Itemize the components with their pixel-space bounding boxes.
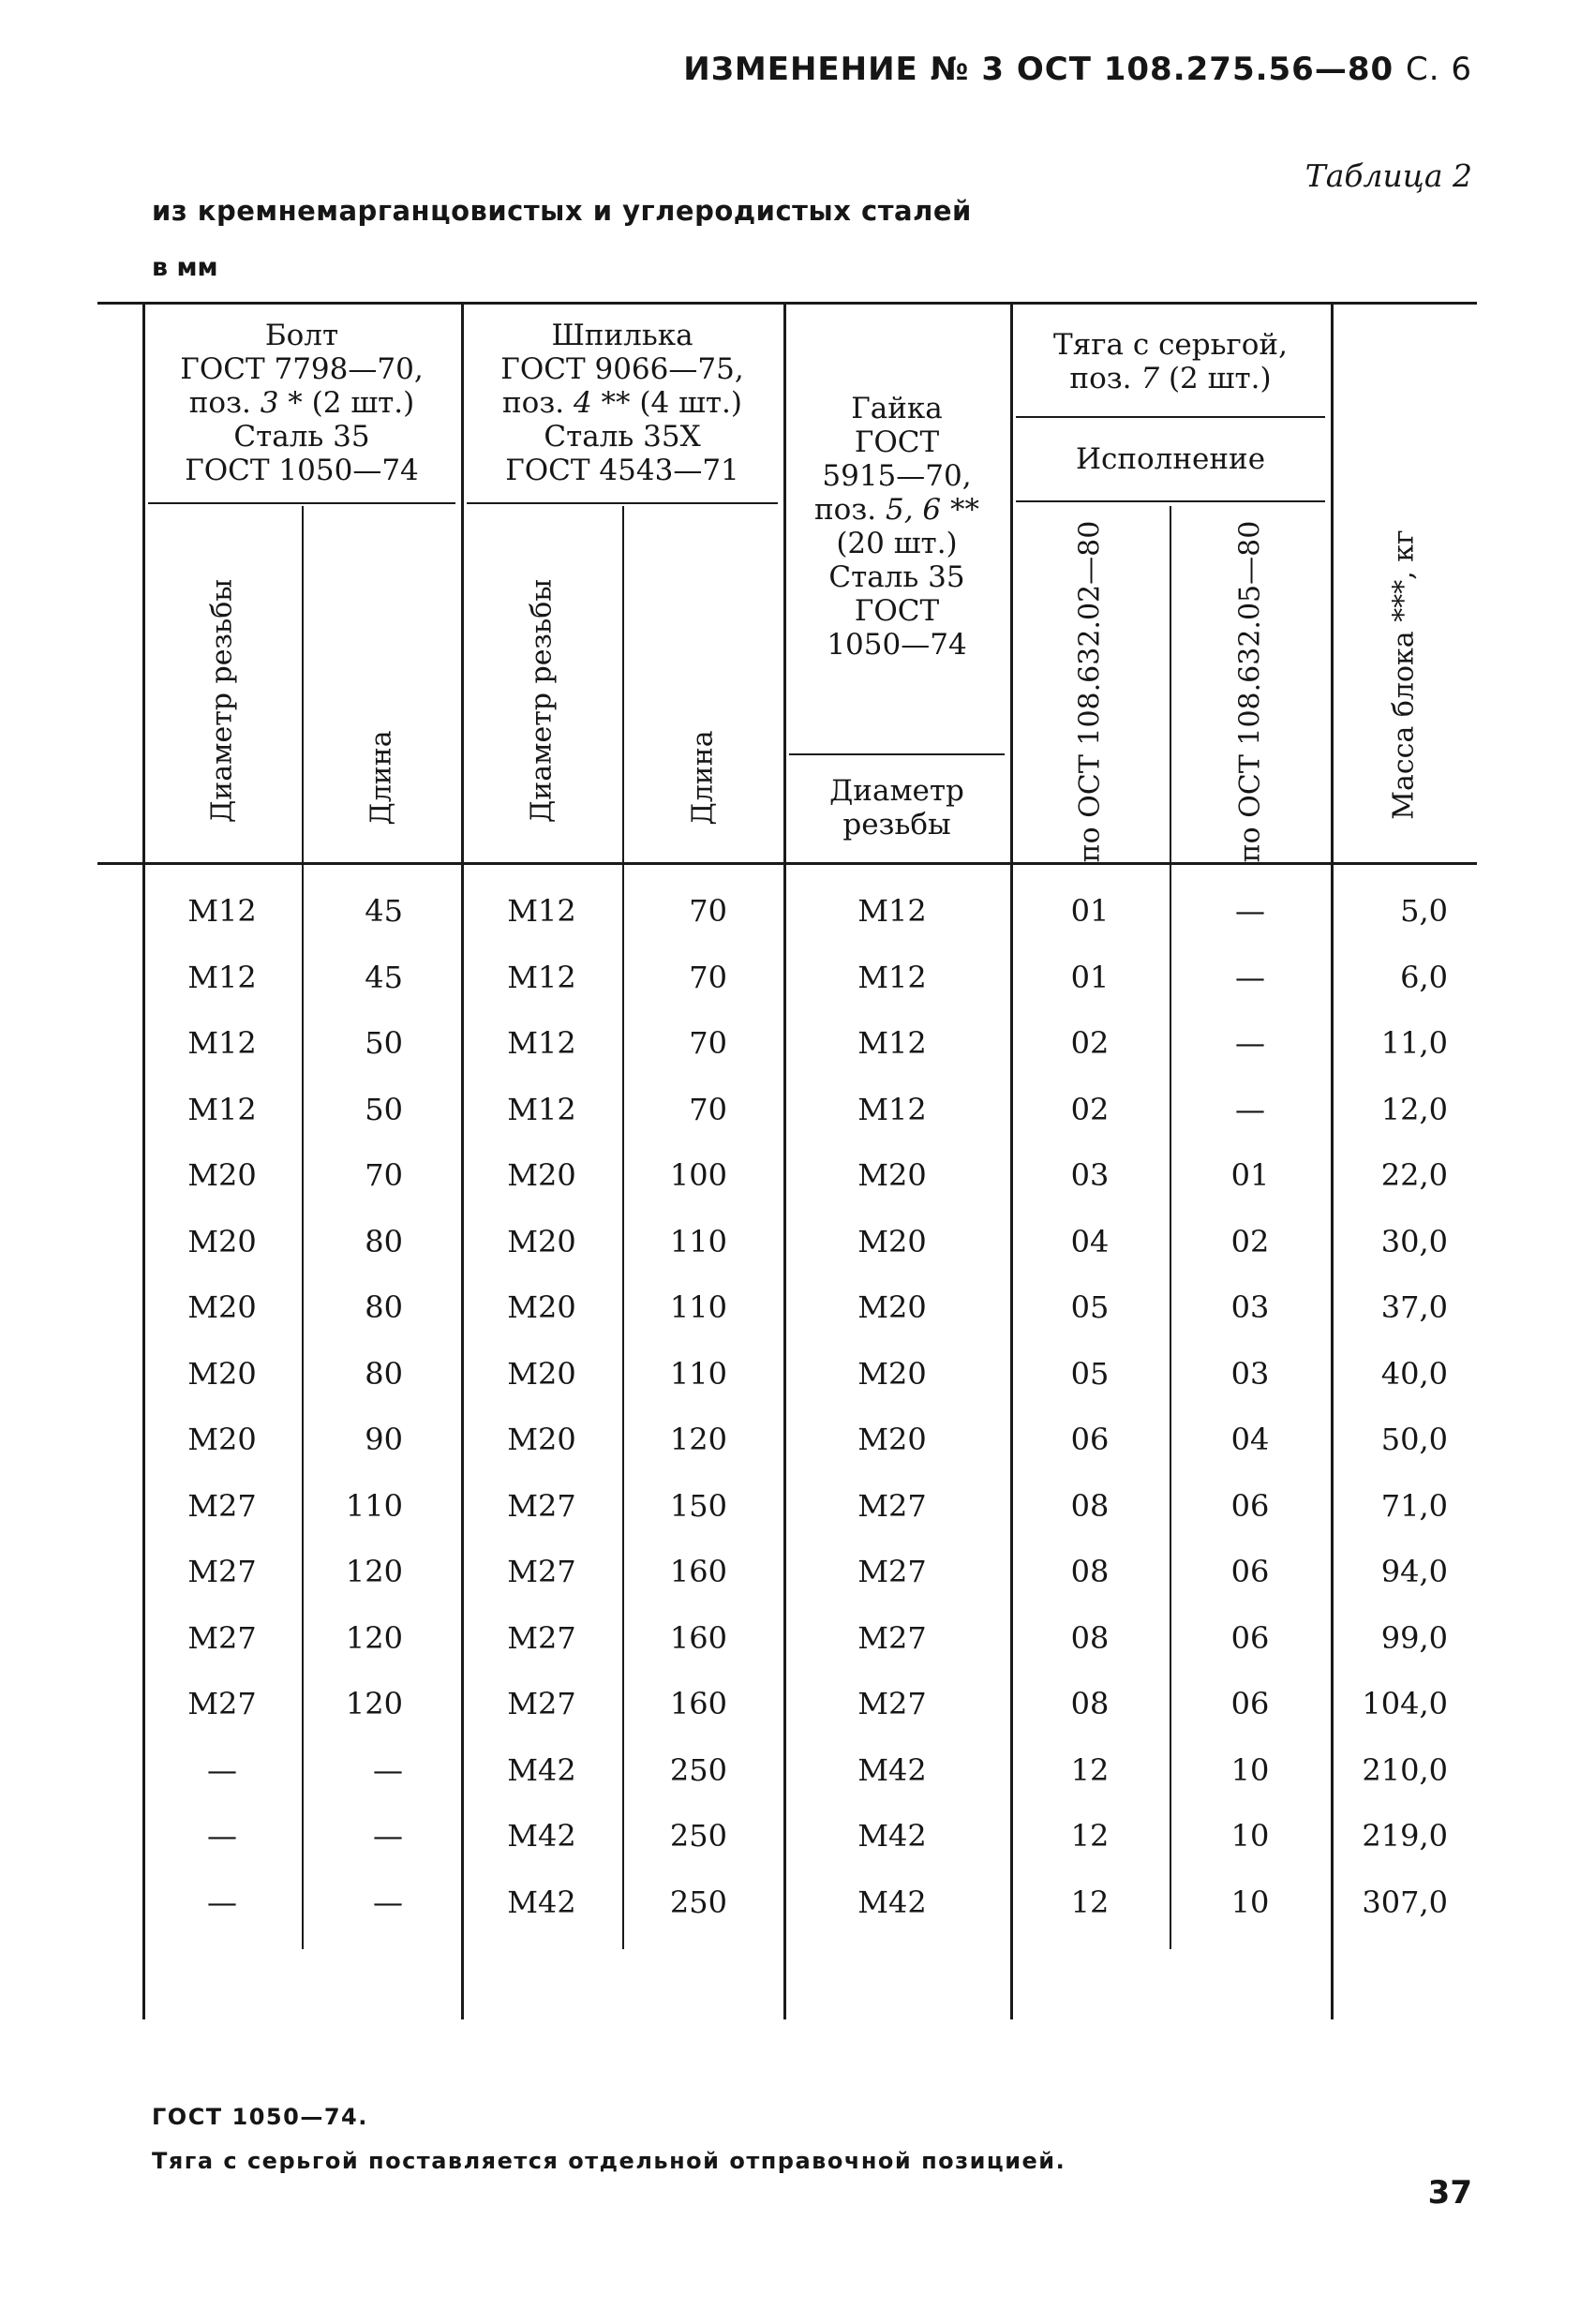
cell-nut-diameter: М20 [857, 1289, 927, 1325]
cell-bolt-diameter: М12 [187, 1092, 257, 1127]
cell-stud-length: 70 [689, 893, 727, 929]
cell-nut-diameter: М20 [857, 1422, 927, 1457]
bolt-pos-prefix: поз. [188, 386, 261, 420]
cell-rod-ost-05: — [1235, 893, 1265, 929]
cell-rod-ost-02: 06 [1070, 1422, 1110, 1457]
cell-bolt-diameter: — [207, 1752, 237, 1788]
cell-bolt-length: 80 [365, 1356, 403, 1392]
cell-bolt-diameter: М20 [187, 1356, 257, 1392]
table-header-rule [97, 862, 1477, 865]
bolt-header-line: Сталь 35 [233, 420, 370, 454]
cell-stud-diameter: М42 [507, 1885, 576, 1920]
cell-nut-diameter: М42 [857, 1752, 927, 1788]
cell-bolt-length: 90 [365, 1422, 403, 1457]
cell-mass: 12,0 [1380, 1092, 1448, 1127]
cell-bolt-length: 45 [365, 893, 403, 929]
cell-stud-diameter: М12 [507, 893, 576, 929]
cell-nut-diameter: М27 [857, 1686, 927, 1721]
nut-header-line: Гайка [851, 392, 943, 425]
cell-mass: 40,0 [1380, 1356, 1448, 1392]
cell-stud-diameter: М20 [507, 1356, 576, 1392]
cell-bolt-diameter: М12 [187, 893, 257, 929]
nut-pos-suffix: ** [941, 493, 979, 527]
cell-rod-ost-05: — [1235, 960, 1265, 995]
cell-nut-diameter: М12 [857, 1025, 927, 1061]
cell-stud-length: 110 [669, 1356, 727, 1392]
header-title: ИЗМЕНЕНИЕ № 3 ОСТ 108.275.56—80 [683, 51, 1394, 88]
cell-nut-diameter: М42 [857, 1818, 927, 1854]
cell-bolt-length: 50 [365, 1092, 403, 1127]
cell-rod-ost-05: 04 [1230, 1422, 1270, 1457]
cell-rod-ost-05: 10 [1230, 1752, 1270, 1788]
cell-rod-ost-05: 03 [1230, 1289, 1270, 1325]
table-vline [783, 305, 786, 2019]
table-vline [142, 305, 145, 2019]
col-header-mass: Масса блока ***, кг [1387, 529, 1421, 820]
cell-rod-ost-02: 05 [1070, 1356, 1110, 1392]
table-vline [1331, 305, 1334, 2019]
col-header-rod-ost-05: по ОСТ 108.632.05—80 [1233, 520, 1267, 863]
cell-stud-diameter: М27 [507, 1686, 576, 1721]
cell-rod-ost-05: 01 [1230, 1157, 1270, 1193]
cell-mass: 11,0 [1380, 1025, 1448, 1061]
cell-mass: 99,0 [1380, 1620, 1448, 1656]
col-header-rod-ost-02: по ОСТ 108.632.02—80 [1073, 520, 1107, 863]
stud-pos-number: 4 [573, 386, 592, 420]
bolt-header-line: Болт [264, 319, 339, 352]
bolt-header-line [148, 386, 455, 420]
col-header-stud-length: Длина [686, 730, 720, 826]
cell-stud-diameter: М42 [507, 1752, 576, 1788]
rod-pos-number: 7 [1140, 362, 1160, 395]
cell-stud-length: 160 [669, 1554, 727, 1589]
cell-bolt-diameter: М27 [187, 1554, 257, 1589]
cell-rod-ost-05: 06 [1230, 1620, 1270, 1656]
rod-pos-prefix: поз. [1069, 362, 1141, 395]
cell-rod-ost-02: 01 [1070, 893, 1110, 929]
cell-stud-diameter: М27 [507, 1488, 576, 1524]
cell-stud-length: 250 [669, 1885, 727, 1920]
cell-nut-diameter: М12 [857, 893, 927, 929]
nut-header-line: 1050—74 [827, 628, 967, 662]
stud-subheader-rule [467, 502, 778, 504]
cell-stud-length: 110 [669, 1224, 727, 1259]
cell-stud-diameter: М12 [507, 960, 576, 995]
cell-nut-diameter: М12 [857, 1092, 927, 1127]
cell-stud-length: 250 [669, 1818, 727, 1854]
rod-execution-rule [1016, 500, 1325, 502]
cell-rod-ost-02: 08 [1070, 1620, 1110, 1656]
nut-header-line: Сталь 35 [828, 560, 965, 594]
cell-bolt-diameter: М20 [187, 1289, 257, 1325]
cell-mass: 104,0 [1362, 1686, 1448, 1721]
footnote: Тяга с серьгой поставляется отдельной отправочной позицией. [152, 2148, 1066, 2174]
cell-mass: 6,0 [1400, 960, 1448, 995]
cell-stud-length: 70 [689, 1025, 727, 1061]
nut-subheader-rule [789, 753, 1005, 755]
nut-header-line: 5915—70, [822, 459, 972, 493]
cell-mass: 307,0 [1362, 1885, 1448, 1920]
rod-group-header [1016, 328, 1325, 395]
nut-header-line [789, 493, 1005, 527]
cell-mass: 94,0 [1380, 1554, 1448, 1589]
cell-bolt-length: 50 [365, 1025, 403, 1061]
header-page-ref: С. 6 [1406, 51, 1472, 88]
cell-rod-ost-05: — [1235, 1025, 1265, 1061]
table-units: в мм [152, 253, 218, 282]
cell-bolt-length: 80 [365, 1289, 403, 1325]
cell-bolt-diameter: М20 [187, 1157, 257, 1193]
stud-header-line [467, 386, 778, 420]
cell-rod-ost-02: 01 [1070, 960, 1110, 995]
cell-stud-diameter: М20 [507, 1422, 576, 1457]
cell-bolt-length: 45 [365, 960, 403, 995]
col-header-bolt-length: Длина [365, 730, 398, 826]
cell-stud-length: 160 [669, 1686, 727, 1721]
cell-bolt-diameter: М27 [187, 1686, 257, 1721]
cell-bolt-diameter: М27 [187, 1620, 257, 1656]
cell-bolt-length: 120 [345, 1554, 403, 1589]
cell-bolt-length: 110 [345, 1488, 403, 1524]
cell-stud-length: 100 [669, 1157, 727, 1193]
rod-subheader-rule [1016, 416, 1325, 418]
nut-diameter-line: резьбы [842, 808, 951, 842]
bolt-subheader-rule [148, 502, 455, 504]
cell-rod-ost-02: 04 [1070, 1224, 1110, 1259]
cell-rod-ost-02: 02 [1070, 1025, 1110, 1061]
bolt-group-header [148, 319, 455, 487]
cell-stud-diameter: М12 [507, 1092, 576, 1127]
table-top-rule [97, 302, 1477, 305]
cell-rod-ost-05: 10 [1230, 1818, 1270, 1854]
cell-rod-ost-02: 08 [1070, 1488, 1110, 1524]
cell-rod-ost-05: — [1235, 1092, 1265, 1127]
stud-group-header [467, 319, 778, 487]
cell-mass: 71,0 [1380, 1488, 1448, 1524]
cell-rod-ost-02: 05 [1070, 1289, 1110, 1325]
cell-rod-ost-02: 08 [1070, 1686, 1110, 1721]
cell-stud-length: 150 [669, 1488, 727, 1524]
cell-bolt-diameter: М20 [187, 1422, 257, 1457]
cell-stud-diameter: М12 [507, 1025, 576, 1061]
cell-bolt-length: 80 [365, 1224, 403, 1259]
cell-bolt-length: — [373, 1818, 403, 1854]
cell-mass: 50,0 [1380, 1422, 1448, 1457]
cell-mass: 37,0 [1380, 1289, 1448, 1325]
table-vline [1010, 305, 1013, 2019]
cell-stud-diameter: М20 [507, 1289, 576, 1325]
nut-diameter-header [789, 774, 1005, 842]
cell-bolt-length: 70 [365, 1157, 403, 1193]
cell-stud-length: 70 [689, 960, 727, 995]
cell-nut-diameter: М42 [857, 1885, 927, 1920]
cell-rod-ost-02: 02 [1070, 1092, 1110, 1127]
cell-rod-ost-05: 06 [1230, 1554, 1270, 1589]
cell-stud-length: 120 [669, 1422, 727, 1457]
col-header-bolt-diameter: Диаметр резьбы [205, 578, 239, 824]
table-vline [622, 506, 624, 1949]
cell-bolt-diameter: М12 [187, 960, 257, 995]
cell-bolt-length: 120 [345, 1686, 403, 1721]
cell-mass: 22,0 [1380, 1157, 1448, 1193]
cell-rod-ost-05: 06 [1230, 1488, 1270, 1524]
nut-diameter-line: Диаметр [829, 774, 964, 808]
cell-nut-diameter: М20 [857, 1224, 927, 1259]
cell-nut-diameter: М12 [857, 960, 927, 995]
nut-group-header [789, 392, 1005, 662]
cell-mass: 219,0 [1362, 1818, 1448, 1854]
page-number: 37 [1427, 2174, 1472, 2212]
cell-rod-ost-02: 12 [1070, 1818, 1110, 1854]
stud-header-line: Сталь 35Х [544, 420, 701, 454]
cell-bolt-diameter: М27 [187, 1488, 257, 1524]
table-vline [461, 305, 464, 2019]
cell-nut-diameter: М27 [857, 1554, 927, 1589]
table-vline [1170, 506, 1171, 1949]
rod-pos-suffix: (2 шт.) [1159, 362, 1272, 395]
stud-pos-suffix: ** (4 шт.) [591, 386, 742, 420]
cell-bolt-diameter: М12 [187, 1025, 257, 1061]
cell-rod-ost-02: 12 [1070, 1885, 1110, 1920]
cell-stud-diameter: М27 [507, 1554, 576, 1589]
cell-mass: 210,0 [1362, 1752, 1448, 1788]
bolt-header-line: ГОСТ 1050—74 [185, 454, 419, 487]
cell-rod-ost-02: 08 [1070, 1554, 1110, 1589]
table-subtitle: из кремнемарганцовистых и углеродистых сталей [152, 195, 972, 227]
cell-bolt-diameter: — [207, 1818, 237, 1854]
cell-rod-ost-02: 03 [1070, 1157, 1110, 1193]
rod-execution-header: Исполнение [1075, 442, 1266, 476]
nut-pos-number: 5, 6 [885, 493, 942, 527]
cell-stud-diameter: М42 [507, 1818, 576, 1854]
col-header-stud-diameter: Диаметр резьбы [525, 578, 559, 824]
bolt-pos-number: 3 [260, 386, 279, 420]
stud-pos-prefix: поз. [502, 386, 574, 420]
cell-nut-diameter: М20 [857, 1157, 927, 1193]
cell-stud-length: 160 [669, 1620, 727, 1656]
cell-mass: 5,0 [1400, 893, 1448, 929]
cell-bolt-diameter: — [207, 1885, 237, 1920]
nut-header-line: ГОСТ [854, 425, 940, 459]
cell-bolt-diameter: М20 [187, 1224, 257, 1259]
cell-rod-ost-02: 12 [1070, 1752, 1110, 1788]
cell-mass: 30,0 [1380, 1224, 1448, 1259]
cell-nut-diameter: М27 [857, 1620, 927, 1656]
footnote: ГОСТ 1050—74. [152, 2104, 368, 2130]
cell-rod-ost-05: 10 [1230, 1885, 1270, 1920]
rod-header-line: Тяга с серьгой, [1053, 328, 1288, 362]
cell-bolt-length: — [373, 1885, 403, 1920]
cell-stud-diameter: М20 [507, 1224, 576, 1259]
cell-bolt-length: — [373, 1752, 403, 1788]
stud-header-line: ГОСТ 4543—71 [505, 454, 739, 487]
nut-header-line: (20 шт.) [836, 527, 958, 560]
rod-header-line [1016, 362, 1325, 395]
cell-rod-ost-05: 06 [1230, 1686, 1270, 1721]
bolt-pos-suffix: * (2 шт.) [278, 386, 415, 420]
cell-bolt-length: 120 [345, 1620, 403, 1656]
cell-stud-diameter: М20 [507, 1157, 576, 1193]
cell-nut-diameter: М27 [857, 1488, 927, 1524]
cell-nut-diameter: М20 [857, 1356, 927, 1392]
page-header [683, 51, 1472, 88]
table-label: Таблица 2 [1304, 157, 1472, 194]
cell-stud-length: 70 [689, 1092, 727, 1127]
nut-header-line: ГОСТ [854, 594, 940, 628]
cell-rod-ost-05: 02 [1230, 1224, 1270, 1259]
cell-stud-length: 110 [669, 1289, 727, 1325]
table-vline [302, 506, 304, 1949]
stud-header-line: ГОСТ 9066—75, [500, 352, 744, 386]
cell-stud-diameter: М27 [507, 1620, 576, 1656]
cell-rod-ost-05: 03 [1230, 1356, 1270, 1392]
bolt-header-line: ГОСТ 7798—70, [180, 352, 424, 386]
cell-stud-length: 250 [669, 1752, 727, 1788]
stud-header-line: Шпилька [551, 319, 693, 352]
nut-pos-prefix: поз. [814, 493, 886, 527]
